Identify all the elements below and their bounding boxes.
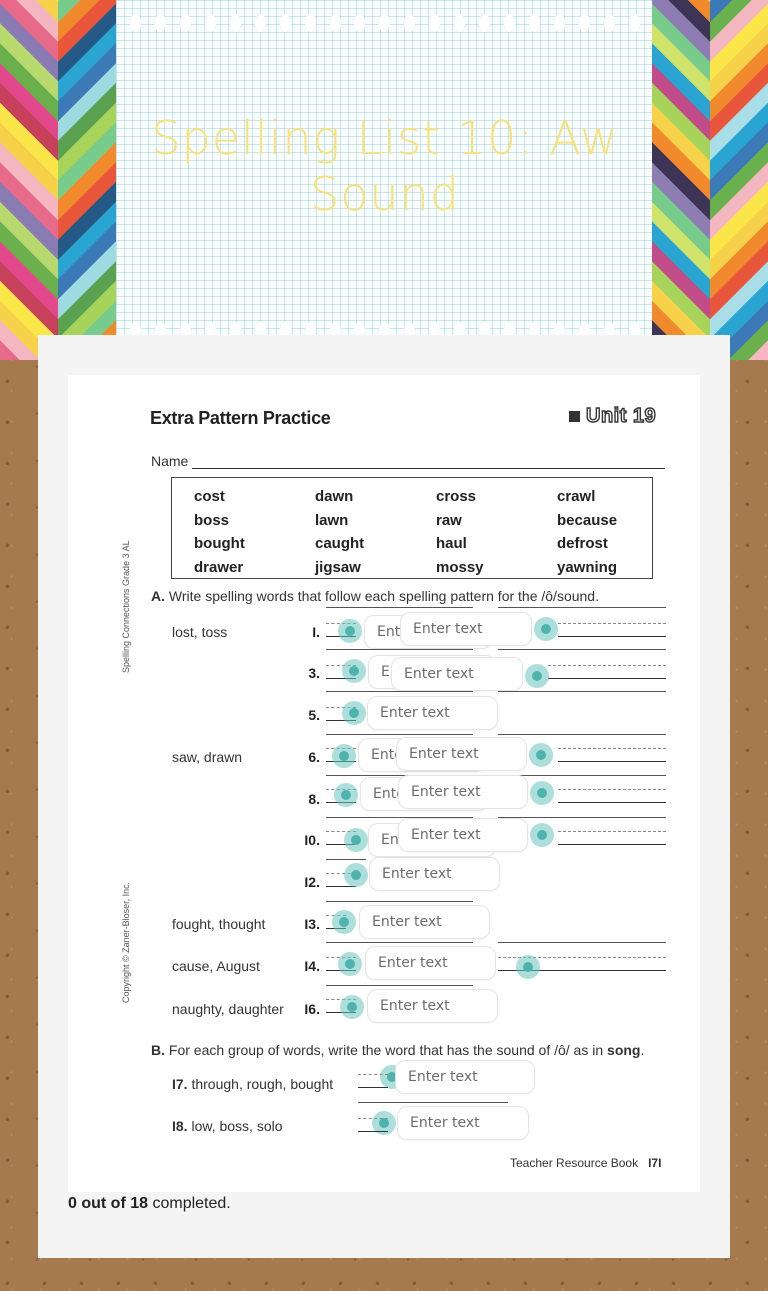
drop-target-dot-10[interactable]: [344, 828, 368, 852]
answer-input-17[interactable]: [395, 1060, 535, 1094]
item-number-6: 6.: [308, 749, 320, 765]
item-number-18: I8.: [172, 1118, 188, 1134]
page-footer: [510, 1156, 661, 1170]
unit-label: Unit 19: [586, 405, 657, 427]
word: crawl: [557, 488, 596, 505]
drop-target-dot-13[interactable]: [332, 910, 356, 934]
answer-input-11[interactable]: [398, 818, 528, 852]
square-bullet-icon: [569, 411, 580, 422]
side-text-grade: Spelling Connections Grade 3 AL: [121, 540, 131, 673]
side-text-copyright: Copyright © Zaner-Bloser, Inc.: [121, 881, 131, 1003]
word: mossy: [436, 558, 484, 576]
section-b-letter: B.: [151, 1042, 165, 1058]
section-b-instruction: B. For each group of words, write the word that has the sound of /ô/ as in song.: [151, 1042, 645, 1058]
word: yawning: [557, 558, 618, 576]
item-number-12: I2.: [304, 874, 320, 890]
drop-target-dot-15[interactable]: [516, 955, 540, 979]
completion-status: [68, 1195, 231, 1213]
section-a-instruction: [151, 588, 599, 604]
answer-input-13[interactable]: [359, 905, 490, 939]
word: caught: [315, 535, 365, 552]
item-18-words: low, boss, solo: [191, 1118, 283, 1134]
section-b-bold-word: song: [607, 1042, 641, 1058]
drop-target-dot-5[interactable]: [342, 701, 366, 725]
answer-input-14[interactable]: [365, 946, 496, 980]
completion-count: 0 out of 18: [68, 1195, 149, 1212]
drop-target-dot-8[interactable]: [334, 783, 358, 807]
word: cost: [194, 488, 225, 505]
drop-target-dot-6[interactable]: [332, 744, 356, 768]
drop-target-dot-1[interactable]: [338, 619, 362, 643]
item-number-16: I6.: [304, 1001, 320, 1017]
chevron-pattern-right: [652, 0, 768, 360]
item-number-13: I3.: [304, 916, 320, 932]
worksheet-page: [68, 375, 700, 1192]
item-number-3: 3.: [308, 665, 320, 681]
word: because: [557, 511, 618, 529]
answer-input-2[interactable]: [400, 612, 532, 646]
answer-input-9[interactable]: [398, 775, 528, 809]
section-b-text: For each group of words, write the word that has the sound of /ô/ as in: [168, 1042, 608, 1058]
drop-target-dot-9[interactable]: [530, 781, 554, 805]
footer-page-number: I7I: [648, 1156, 662, 1170]
word: haul: [436, 535, 467, 552]
answer-input-12[interactable]: [369, 857, 500, 891]
name-line: [192, 455, 665, 469]
answer-input-7[interactable]: [396, 737, 527, 771]
answer-input-5[interactable]: [367, 696, 498, 730]
drop-target-dot-16[interactable]: [340, 995, 364, 1019]
item-number-8: 8.: [308, 791, 320, 807]
item-number-1: I.: [312, 624, 320, 640]
notebook-holes-top: [130, 14, 640, 34]
name-label: Name: [151, 453, 189, 469]
item-17-row: [172, 1076, 333, 1092]
word: raw: [436, 511, 462, 529]
drop-target-dot-11[interactable]: [530, 823, 554, 847]
item-17-words: through, rough, bought: [191, 1076, 334, 1092]
word-list-box: [171, 477, 653, 579]
pattern-naughty-daughter: naughty, daughter: [172, 1001, 284, 1017]
item-number-14: I4.: [304, 958, 320, 974]
word: bought: [194, 535, 245, 552]
answer-input-18[interactable]: [397, 1106, 529, 1140]
word: drawer: [194, 558, 244, 576]
word: dawn: [315, 488, 354, 505]
drop-target-dot-2[interactable]: [534, 617, 558, 641]
footer-book-title: Teacher Resource Book: [510, 1156, 639, 1170]
word: boss: [194, 511, 230, 529]
word: lawn: [315, 511, 349, 529]
answer-input-4[interactable]: [391, 657, 523, 691]
worksheet-title: Extra Pattern Practice: [150, 408, 331, 428]
word: cross: [436, 488, 477, 505]
drop-target-dot-7[interactable]: [529, 743, 553, 767]
answer-input-16[interactable]: [367, 989, 498, 1023]
pattern-saw-drawn: saw, drawn: [172, 749, 243, 765]
name-field-row: [151, 453, 665, 469]
unit-badge: [569, 405, 656, 428]
section-a-letter: A.: [151, 588, 165, 604]
banner-title: Spelling List 10: Aw Sound: [151, 111, 619, 221]
pattern-lost-toss: lost, toss: [172, 624, 228, 640]
drop-target-dot-3[interactable]: [342, 659, 366, 683]
drop-target-dot-4[interactable]: [525, 664, 549, 688]
chevron-pattern-left: [0, 0, 116, 360]
pattern-fought-thought: fought, thought: [172, 916, 266, 932]
word: defrost: [557, 535, 608, 552]
item-18-row: [172, 1118, 283, 1134]
drop-target-dot-12[interactable]: [344, 863, 368, 887]
item-number-10: I0.: [304, 832, 320, 848]
worksheet-card: [38, 335, 730, 1258]
completion-suffix: completed.: [148, 1195, 231, 1212]
word: jigsaw: [315, 558, 361, 576]
header-banner: [0, 0, 768, 360]
pattern-cause-august: cause, August: [172, 958, 260, 974]
item-number-5: 5.: [308, 707, 320, 723]
drop-target-dot-14[interactable]: [338, 952, 362, 976]
section-a-text: Write spelling words that follow each spelling pattern for the /ô/sound.: [168, 588, 599, 604]
item-number-17: I7.: [172, 1076, 188, 1092]
